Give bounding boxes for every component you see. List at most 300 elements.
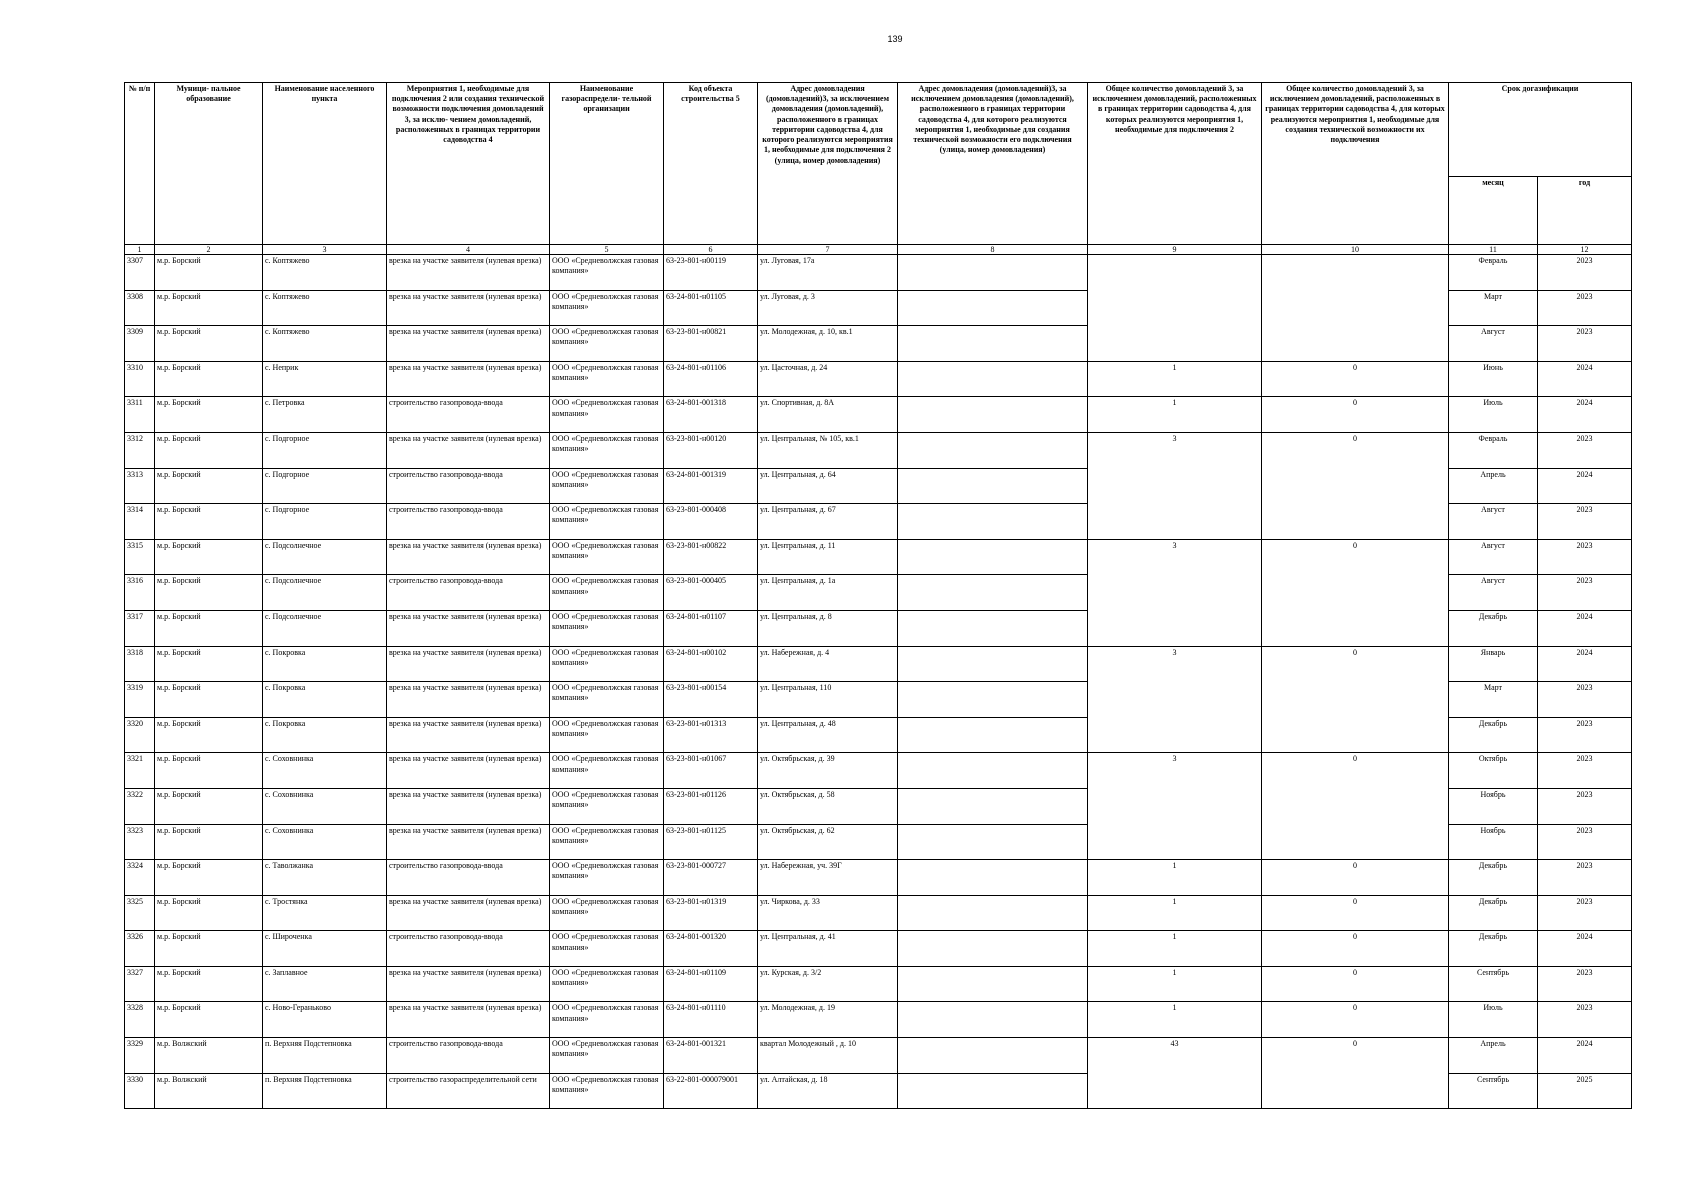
count-connection-cell: 3 bbox=[1088, 539, 1262, 646]
count-connection-cell: 1 bbox=[1088, 397, 1262, 433]
count-connection-cell: 3 bbox=[1088, 432, 1262, 539]
count-technical-cell bbox=[1262, 255, 1449, 362]
address-cell: ул. Центральная, д. 1а bbox=[758, 575, 898, 611]
row-number: 3326 bbox=[125, 931, 155, 967]
column-number: 1 bbox=[125, 245, 155, 255]
month-cell: Сентябрь bbox=[1449, 1073, 1538, 1109]
measure-cell: врезка на участке заявителя (нулевая врезка) bbox=[387, 966, 550, 1002]
column-number: 9 bbox=[1088, 245, 1262, 255]
count-connection-cell: 1 bbox=[1088, 860, 1262, 896]
column-number: 5 bbox=[550, 245, 664, 255]
municipality-cell: м.р. Борский bbox=[155, 255, 263, 291]
settlement-cell: с. Подгорное bbox=[263, 432, 387, 468]
object-code-cell: 63-24-801-001320 bbox=[664, 931, 758, 967]
address-cell: ул. Центральная, д. 11 bbox=[758, 539, 898, 575]
settlement-cell: с. Тростянка bbox=[263, 895, 387, 931]
count-connection-cell: 1 bbox=[1088, 361, 1262, 397]
organization-cell: ООО «Средневолжская газовая компания» bbox=[550, 1002, 664, 1038]
gasification-table bbox=[124, 82, 1632, 1109]
address-cell: ул. Октябрьская, д. 62 bbox=[758, 824, 898, 860]
year-cell: 2024 bbox=[1538, 468, 1632, 504]
year-cell: 2023 bbox=[1538, 255, 1632, 291]
count-connection-cell: 1 bbox=[1088, 931, 1262, 967]
count-connection-cell: 43 bbox=[1088, 1038, 1262, 1109]
row-number: 3319 bbox=[125, 682, 155, 718]
settlement-cell: п. Верхняя Подстепновка bbox=[263, 1073, 387, 1109]
address-technical-cell bbox=[898, 1073, 1088, 1109]
row-number: 3330 bbox=[125, 1073, 155, 1109]
address-cell: ул. Луговая, 17а bbox=[758, 255, 898, 291]
month-cell: Март bbox=[1449, 682, 1538, 718]
year-cell: 2023 bbox=[1538, 753, 1632, 789]
table-row bbox=[125, 1038, 1632, 1074]
count-connection-cell: 1 bbox=[1088, 895, 1262, 931]
header-count-connection: Общее количество домовладений 3, за исключением домовладений, расположенных в границах территории садоводства 4, для которых реализуются мероприятия 1, необходимые для подключения 2 bbox=[1088, 83, 1262, 245]
organization-cell: ООО «Средневолжская газовая компания» bbox=[550, 860, 664, 896]
settlement-cell: с. Подсолнечное bbox=[263, 610, 387, 646]
month-cell: Декабрь bbox=[1449, 717, 1538, 753]
object-code-cell: 63-23-801-000408 bbox=[664, 504, 758, 540]
address-technical-cell bbox=[898, 432, 1088, 468]
header-measures: Мероприятия 1, необходимые для подключения 2 или создания технической возможности подключения домовладений 3, за исклю- чением домовладений, расположенных в границах территории садоводства 4 bbox=[387, 83, 550, 245]
measure-cell: строительство газопровода-ввода bbox=[387, 1038, 550, 1074]
table-row bbox=[125, 895, 1632, 931]
organization-cell: ООО «Средневолжская газовая компания» bbox=[550, 326, 664, 362]
column-number: 7 bbox=[758, 245, 898, 255]
row-number: 3313 bbox=[125, 468, 155, 504]
address-cell: ул. Октябрьская, д. 58 bbox=[758, 788, 898, 824]
address-cell: ул. Набережная, уч. 39Г bbox=[758, 860, 898, 896]
measure-cell: врезка на участке заявителя (нулевая врезка) bbox=[387, 753, 550, 789]
address-technical-cell bbox=[898, 966, 1088, 1002]
address-cell: ул. Спортивная, д. 8А bbox=[758, 397, 898, 433]
municipality-cell: м.р. Борский bbox=[155, 397, 263, 433]
address-technical-cell bbox=[898, 788, 1088, 824]
organization-cell: ООО «Средневолжская газовая компания» bbox=[550, 1073, 664, 1109]
row-number: 3323 bbox=[125, 824, 155, 860]
month-cell: Август bbox=[1449, 504, 1538, 540]
organization-cell: ООО «Средневолжская газовая компания» bbox=[550, 646, 664, 682]
settlement-cell: с. Заплавное bbox=[263, 966, 387, 1002]
header-address-connection: Адрес домовладения (домовладений)3, за исключением домовладения (домовладений), расположенного в границах территории садоводства 4, для которого реализуются мероприятия 1, необходимые для подключения 2 (улица, номер домовладения) bbox=[758, 83, 898, 245]
table-row bbox=[125, 753, 1632, 789]
count-technical-cell: 0 bbox=[1262, 397, 1449, 433]
object-code-cell: 63-24-801-001321 bbox=[664, 1038, 758, 1074]
object-code-cell: 63-23-801-000727 bbox=[664, 860, 758, 896]
count-technical-cell: 0 bbox=[1262, 753, 1449, 860]
year-cell: 2023 bbox=[1538, 504, 1632, 540]
measure-cell: строительство газопровода-ввода bbox=[387, 504, 550, 540]
address-technical-cell bbox=[898, 504, 1088, 540]
row-number: 3320 bbox=[125, 717, 155, 753]
year-cell: 2023 bbox=[1538, 860, 1632, 896]
settlement-cell: с. Таволжанка bbox=[263, 860, 387, 896]
object-code-cell: 63-23-801-н00154 bbox=[664, 682, 758, 718]
count-technical-cell: 0 bbox=[1262, 539, 1449, 646]
address-cell: ул. Центральная, № 105, кв.1 bbox=[758, 432, 898, 468]
municipality-cell: м.р. Борский bbox=[155, 966, 263, 1002]
table-row bbox=[125, 860, 1632, 896]
year-cell: 2023 bbox=[1538, 1002, 1632, 1038]
organization-cell: ООО «Средневолжская газовая компания» bbox=[550, 504, 664, 540]
settlement-cell: с. Петровка bbox=[263, 397, 387, 433]
measure-cell: врезка на участке заявителя (нулевая врезка) bbox=[387, 1002, 550, 1038]
row-number: 3321 bbox=[125, 753, 155, 789]
measure-cell: строительство газопровода-ввода bbox=[387, 931, 550, 967]
organization-cell: ООО «Средневолжская газовая компания» bbox=[550, 966, 664, 1002]
address-technical-cell bbox=[898, 753, 1088, 789]
month-cell: Ноябрь bbox=[1449, 824, 1538, 860]
organization-cell: ООО «Средневолжская газовая компания» bbox=[550, 682, 664, 718]
address-cell: ул. Молодежная, д. 10, кв.1 bbox=[758, 326, 898, 362]
year-cell: 2023 bbox=[1538, 539, 1632, 575]
count-connection-cell: 1 bbox=[1088, 1002, 1262, 1038]
address-technical-cell bbox=[898, 895, 1088, 931]
table-row bbox=[125, 255, 1632, 291]
year-cell: 2023 bbox=[1538, 717, 1632, 753]
object-code-cell: 63-23-801-н01319 bbox=[664, 895, 758, 931]
year-cell: 2024 bbox=[1538, 931, 1632, 967]
month-cell: Декабрь bbox=[1449, 860, 1538, 896]
year-cell: 2025 bbox=[1538, 1073, 1632, 1109]
year-cell: 2023 bbox=[1538, 682, 1632, 718]
year-cell: 2023 bbox=[1538, 326, 1632, 362]
count-connection-cell: 1 bbox=[1088, 966, 1262, 1002]
measure-cell: врезка на участке заявителя (нулевая врезка) bbox=[387, 788, 550, 824]
address-cell: ул. Центральная, д. 48 bbox=[758, 717, 898, 753]
count-technical-cell: 0 bbox=[1262, 646, 1449, 753]
header-object-code: Код объекта строительства 5 bbox=[664, 83, 758, 245]
municipality-cell: м.р. Борский bbox=[155, 575, 263, 611]
measure-cell: врезка на участке заявителя (нулевая врезка) bbox=[387, 361, 550, 397]
organization-cell: ООО «Средневолжская газовая компания» bbox=[550, 432, 664, 468]
object-code-cell: 63-23-801-н01125 bbox=[664, 824, 758, 860]
address-cell: ул. Набережная, д. 4 bbox=[758, 646, 898, 682]
address-cell: ул. Центральная, д. 64 bbox=[758, 468, 898, 504]
header-organization: Наименование газораспредели- тельной организации bbox=[550, 83, 664, 245]
municipality-cell: м.р. Борский bbox=[155, 753, 263, 789]
object-code-cell: 63-23-801-000405 bbox=[664, 575, 758, 611]
municipality-cell: м.р. Борский bbox=[155, 290, 263, 326]
column-number-row bbox=[125, 245, 1632, 255]
measure-cell: врезка на участке заявителя (нулевая врезка) bbox=[387, 895, 550, 931]
row-number: 3316 bbox=[125, 575, 155, 611]
organization-cell: ООО «Средневолжская газовая компания» bbox=[550, 575, 664, 611]
municipality-cell: м.р. Борский bbox=[155, 860, 263, 896]
year-cell: 2023 bbox=[1538, 824, 1632, 860]
year-cell: 2024 bbox=[1538, 610, 1632, 646]
measure-cell: врезка на участке заявителя (нулевая врезка) bbox=[387, 326, 550, 362]
municipality-cell: м.р. Борский bbox=[155, 717, 263, 753]
year-cell: 2023 bbox=[1538, 788, 1632, 824]
address-cell: ул. Молодежная, д. 19 bbox=[758, 1002, 898, 1038]
month-cell: Август bbox=[1449, 539, 1538, 575]
municipality-cell: м.р. Борский bbox=[155, 504, 263, 540]
row-number: 3328 bbox=[125, 1002, 155, 1038]
municipality-cell: м.р. Борский bbox=[155, 788, 263, 824]
organization-cell: ООО «Средневолжская газовая компания» bbox=[550, 468, 664, 504]
municipality-cell: м.р. Борский bbox=[155, 326, 263, 362]
organization-cell: ООО «Средневолжская газовая компания» bbox=[550, 397, 664, 433]
month-cell: Июль bbox=[1449, 1002, 1538, 1038]
organization-cell: ООО «Средневолжская газовая компания» bbox=[550, 610, 664, 646]
object-code-cell: 63-23-801-н00822 bbox=[664, 539, 758, 575]
settlement-cell: с. Покровка bbox=[263, 717, 387, 753]
measure-cell: строительство газопровода-ввода bbox=[387, 468, 550, 504]
column-number: 11 bbox=[1449, 245, 1538, 255]
month-cell: Январь bbox=[1449, 646, 1538, 682]
month-cell: Июнь bbox=[1449, 361, 1538, 397]
municipality-cell: м.р. Борский bbox=[155, 931, 263, 967]
page-number: 139 bbox=[887, 34, 903, 44]
address-technical-cell bbox=[898, 397, 1088, 433]
object-code-cell: 63-24-801-001319 bbox=[664, 468, 758, 504]
row-number: 3327 bbox=[125, 966, 155, 1002]
count-technical-cell: 0 bbox=[1262, 966, 1449, 1002]
settlement-cell: с. Неприк bbox=[263, 361, 387, 397]
table-row bbox=[125, 432, 1632, 468]
header-municipality: Муници- пальное образование bbox=[155, 83, 263, 245]
municipality-cell: м.р. Борский bbox=[155, 824, 263, 860]
row-number: 3322 bbox=[125, 788, 155, 824]
measure-cell: врезка на участке заявителя (нулевая врезка) bbox=[387, 682, 550, 718]
month-cell: Ноябрь bbox=[1449, 788, 1538, 824]
object-code-cell: 63-23-801-н00821 bbox=[664, 326, 758, 362]
header-gasification-term: Срок догазификации bbox=[1449, 83, 1632, 177]
object-code-cell: 63-24-801-н01109 bbox=[664, 966, 758, 1002]
address-technical-cell bbox=[898, 1002, 1088, 1038]
address-cell: ул. Центральная, 110 bbox=[758, 682, 898, 718]
settlement-cell: с. Подгорное bbox=[263, 504, 387, 540]
year-cell: 2023 bbox=[1538, 290, 1632, 326]
address-technical-cell bbox=[898, 361, 1088, 397]
address-cell: ул. Центральная, д. 67 bbox=[758, 504, 898, 540]
row-number: 3307 bbox=[125, 255, 155, 291]
table-row bbox=[125, 966, 1632, 1002]
count-connection-cell: 3 bbox=[1088, 753, 1262, 860]
table-row bbox=[125, 361, 1632, 397]
object-code-cell: 63-23-801-н01313 bbox=[664, 717, 758, 753]
measure-cell: врезка на участке заявителя (нулевая врезка) bbox=[387, 255, 550, 291]
row-number: 3315 bbox=[125, 539, 155, 575]
address-technical-cell bbox=[898, 717, 1088, 753]
measure-cell: врезка на участке заявителя (нулевая врезка) bbox=[387, 717, 550, 753]
table-row bbox=[125, 539, 1632, 575]
year-cell: 2023 bbox=[1538, 432, 1632, 468]
object-code-cell: 63-22-801-000079001 bbox=[664, 1073, 758, 1109]
object-code-cell: 63-23-801-н00119 bbox=[664, 255, 758, 291]
settlement-cell: с. Соховнинка bbox=[263, 824, 387, 860]
row-number: 3310 bbox=[125, 361, 155, 397]
month-cell: Август bbox=[1449, 326, 1538, 362]
row-number: 3325 bbox=[125, 895, 155, 931]
municipality-cell: м.р. Борский bbox=[155, 682, 263, 718]
settlement-cell: с. Коптяжево bbox=[263, 290, 387, 326]
count-technical-cell: 0 bbox=[1262, 432, 1449, 539]
header-number: № п/п bbox=[125, 83, 155, 245]
organization-cell: ООО «Средневолжская газовая компания» bbox=[550, 290, 664, 326]
settlement-cell: с. Ново-Гераньково bbox=[263, 1002, 387, 1038]
month-cell: Сентябрь bbox=[1449, 966, 1538, 1002]
month-cell: Март bbox=[1449, 290, 1538, 326]
month-cell: Декабрь bbox=[1449, 931, 1538, 967]
settlement-cell: п. Верхняя Подстепновка bbox=[263, 1038, 387, 1074]
address-technical-cell bbox=[898, 1038, 1088, 1074]
municipality-cell: м.р. Волжский bbox=[155, 1038, 263, 1074]
organization-cell: ООО «Средневолжская газовая компания» bbox=[550, 753, 664, 789]
municipality-cell: м.р. Волжский bbox=[155, 1073, 263, 1109]
organization-cell: ООО «Средневолжская газовая компания» bbox=[550, 717, 664, 753]
header-address-technical: Адрес домовладения (домовладений)3, за исключением домовладения (домовладений), расположенного в границах территории садоводства 4, для которого реализуются мероприятия 1, необходимые для создания технической возможности его подключения (улица, номер домовладения) bbox=[898, 83, 1088, 245]
address-technical-cell bbox=[898, 610, 1088, 646]
object-code-cell: 63-24-801-н01105 bbox=[664, 290, 758, 326]
municipality-cell: м.р. Борский bbox=[155, 361, 263, 397]
municipality-cell: м.р. Борский bbox=[155, 895, 263, 931]
settlement-cell: с. Покровка bbox=[263, 646, 387, 682]
header-month: месяц bbox=[1449, 177, 1538, 245]
year-cell: 2023 bbox=[1538, 575, 1632, 611]
row-number: 3314 bbox=[125, 504, 155, 540]
municipality-cell: м.р. Борский bbox=[155, 468, 263, 504]
address-cell: ул. Курская, д. 3/2 bbox=[758, 966, 898, 1002]
month-cell: Октябрь bbox=[1449, 753, 1538, 789]
settlement-cell: с. Подгорное bbox=[263, 468, 387, 504]
municipality-cell: м.р. Борский bbox=[155, 646, 263, 682]
month-cell: Июль bbox=[1449, 397, 1538, 433]
organization-cell: ООО «Средневолжская газовая компания» bbox=[550, 895, 664, 931]
table-row bbox=[125, 397, 1632, 433]
organization-cell: ООО «Средневолжская газовая компания» bbox=[550, 788, 664, 824]
settlement-cell: с. Широченка bbox=[263, 931, 387, 967]
settlement-cell: с. Коптяжево bbox=[263, 326, 387, 362]
measure-cell: строительство газопровода-ввода bbox=[387, 860, 550, 896]
address-technical-cell bbox=[898, 290, 1088, 326]
address-technical-cell bbox=[898, 860, 1088, 896]
column-number: 3 bbox=[263, 245, 387, 255]
address-cell: ул. Цасточная, д. 24 bbox=[758, 361, 898, 397]
object-code-cell: 63-23-801-н00120 bbox=[664, 432, 758, 468]
organization-cell: ООО «Средневолжская газовая компания» bbox=[550, 361, 664, 397]
measure-cell: врезка на участке заявителя (нулевая врезка) bbox=[387, 290, 550, 326]
address-technical-cell bbox=[898, 326, 1088, 362]
settlement-cell: с. Подсолнечное bbox=[263, 575, 387, 611]
count-technical-cell: 0 bbox=[1262, 860, 1449, 896]
organization-cell: ООО «Средневолжская газовая компания» bbox=[550, 1038, 664, 1074]
count-connection-cell: 3 bbox=[1088, 646, 1262, 753]
table-row bbox=[125, 931, 1632, 967]
row-number: 3324 bbox=[125, 860, 155, 896]
column-number: 4 bbox=[387, 245, 550, 255]
header-settlement: Наименование населенного пункта bbox=[263, 83, 387, 245]
address-technical-cell bbox=[898, 575, 1088, 611]
header-count-technical: Общее количество домовладений 3, за исключением домовладений, расположенных в границах территории садоводства 4, для которых реализуются мероприятия 1, необходимые для создания технической возможности их подключения bbox=[1262, 83, 1449, 245]
settlement-cell: с. Подсолнечное bbox=[263, 539, 387, 575]
address-cell: ул. Алтайская, д. 18 bbox=[758, 1073, 898, 1109]
address-technical-cell bbox=[898, 931, 1088, 967]
organization-cell: ООО «Средневолжская газовая компания» bbox=[550, 539, 664, 575]
object-code-cell: 63-24-801-н01110 bbox=[664, 1002, 758, 1038]
month-cell: Февраль bbox=[1449, 255, 1538, 291]
municipality-cell: м.р. Борский bbox=[155, 610, 263, 646]
measure-cell: врезка на участке заявителя (нулевая врезка) bbox=[387, 824, 550, 860]
settlement-cell: с. Соховнинка bbox=[263, 753, 387, 789]
month-cell: Декабрь bbox=[1449, 895, 1538, 931]
count-technical-cell: 0 bbox=[1262, 1002, 1449, 1038]
year-cell: 2023 bbox=[1538, 895, 1632, 931]
month-cell: Апрель bbox=[1449, 1038, 1538, 1074]
year-cell: 2023 bbox=[1538, 966, 1632, 1002]
column-number: 10 bbox=[1262, 245, 1449, 255]
object-code-cell: 63-24-801-001318 bbox=[664, 397, 758, 433]
measure-cell: строительство газораспределительной сети bbox=[387, 1073, 550, 1109]
object-code-cell: 63-23-801-н01067 bbox=[664, 753, 758, 789]
settlement-cell: с. Коптяжево bbox=[263, 255, 387, 291]
column-number: 12 bbox=[1538, 245, 1632, 255]
month-cell: Август bbox=[1449, 575, 1538, 611]
count-technical-cell: 0 bbox=[1262, 931, 1449, 967]
measure-cell: врезка на участке заявителя (нулевая врезка) bbox=[387, 432, 550, 468]
object-code-cell: 63-24-801-н01107 bbox=[664, 610, 758, 646]
organization-cell: ООО «Средневолжская газовая компания» bbox=[550, 255, 664, 291]
year-cell: 2024 bbox=[1538, 397, 1632, 433]
measure-cell: врезка на участке заявителя (нулевая врезка) bbox=[387, 539, 550, 575]
month-cell: Апрель bbox=[1449, 468, 1538, 504]
count-technical-cell: 0 bbox=[1262, 895, 1449, 931]
year-cell: 2024 bbox=[1538, 1038, 1632, 1074]
table-row bbox=[125, 646, 1632, 682]
address-cell: ул. Октябрьская, д. 39 bbox=[758, 753, 898, 789]
count-technical-cell: 0 bbox=[1262, 361, 1449, 397]
municipality-cell: м.р. Борский bbox=[155, 432, 263, 468]
row-number: 3318 bbox=[125, 646, 155, 682]
address-cell: квартал Молодежный , д. 10 bbox=[758, 1038, 898, 1074]
column-number: 6 bbox=[664, 245, 758, 255]
address-cell: ул. Центральная, д. 8 bbox=[758, 610, 898, 646]
row-number: 3329 bbox=[125, 1038, 155, 1074]
measure-cell: строительство газопровода-ввода bbox=[387, 575, 550, 611]
settlement-cell: с. Соховнинка bbox=[263, 788, 387, 824]
row-number: 3309 bbox=[125, 326, 155, 362]
year-cell: 2024 bbox=[1538, 646, 1632, 682]
row-number: 3317 bbox=[125, 610, 155, 646]
object-code-cell: 63-23-801-н01126 bbox=[664, 788, 758, 824]
object-code-cell: 63-24-801-н00102 bbox=[664, 646, 758, 682]
address-technical-cell bbox=[898, 824, 1088, 860]
organization-cell: ООО «Средневолжская газовая компания» bbox=[550, 824, 664, 860]
month-cell: Февраль bbox=[1449, 432, 1538, 468]
object-code-cell: 63-24-801-н01106 bbox=[664, 361, 758, 397]
header-year: год bbox=[1538, 177, 1632, 245]
row-number: 3311 bbox=[125, 397, 155, 433]
month-cell: Декабрь bbox=[1449, 610, 1538, 646]
address-cell: ул. Центральная, д. 41 bbox=[758, 931, 898, 967]
address-technical-cell bbox=[898, 539, 1088, 575]
measure-cell: строительство газопровода-ввода bbox=[387, 397, 550, 433]
address-cell: ул. Луговая, д. 3 bbox=[758, 290, 898, 326]
count-connection-cell bbox=[1088, 255, 1262, 362]
organization-cell: ООО «Средневолжская газовая компания» bbox=[550, 931, 664, 967]
table-row bbox=[125, 1002, 1632, 1038]
settlement-cell: с. Покровка bbox=[263, 682, 387, 718]
municipality-cell: м.р. Борский bbox=[155, 1002, 263, 1038]
address-technical-cell bbox=[898, 646, 1088, 682]
address-cell: ул. Чиркова, д. 33 bbox=[758, 895, 898, 931]
row-number: 3312 bbox=[125, 432, 155, 468]
measure-cell: врезка на участке заявителя (нулевая врезка) bbox=[387, 610, 550, 646]
year-cell: 2024 bbox=[1538, 361, 1632, 397]
municipality-cell: м.р. Борский bbox=[155, 539, 263, 575]
measure-cell: врезка на участке заявителя (нулевая врезка) bbox=[387, 646, 550, 682]
